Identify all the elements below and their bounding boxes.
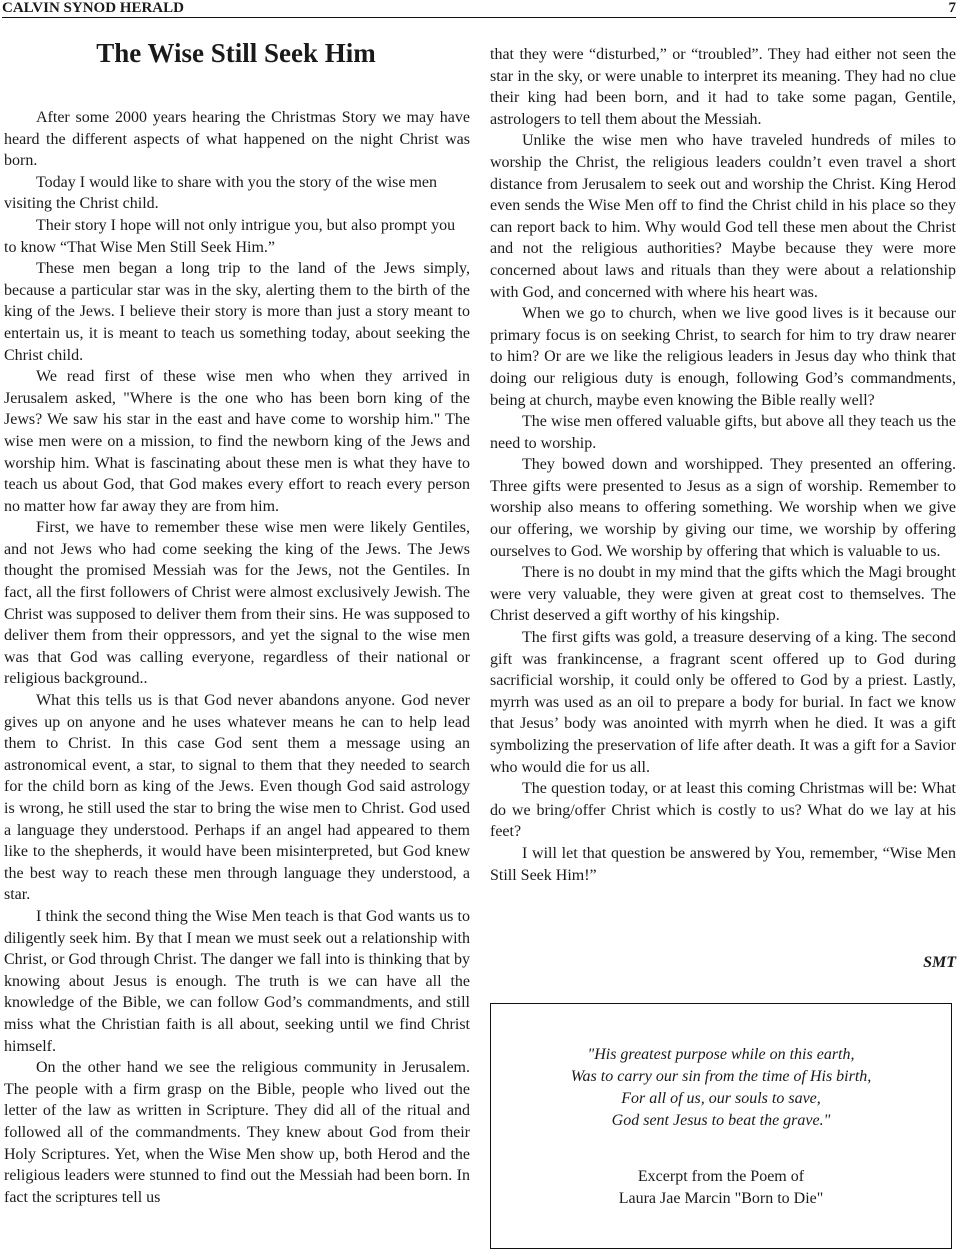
right-column	[490, 44, 956, 886]
credit-line: Laura Jae Marcin "Born to Die"	[618, 1190, 824, 1207]
page-header	[2, 0, 956, 18]
poem-line: God sent Jesus to beat the grave."	[611, 1112, 831, 1129]
page-number: 7	[948, 0, 956, 16]
paragraph: First, we have to remember these wise men were likely Gentiles, and not Jews who had come seeking the king of the Jews. The Jews thought the promised Messiah was for the Jews, not the Gentiles. In fact, all the first followers of Christ were almost exclusively Jewish. The Christ was supposed to deliver them from their sins. He was supposed to deliver them from their oppressors, and yet the signal to the wise men was that God was calling everyone, regardless of their national or religious background..	[4, 519, 470, 688]
paragraph: When we go to church, when we live good lives is it because our primary focus is on seeking Christ, to search for him to try draw nearer to him? Or are we like the religious leaders in Jesus day who think that doing our religious duty is enough, following God’s commandments, being at church, maybe even knowing the Bible really well?	[490, 305, 956, 409]
paragraph: that they were “disturbed,” or “troubled”. They had either not seen the star in the sky, or were unable to interpret its meaning. They had no clue their king had been born, and it had to take some pagan, Gentile, astrologers to tell them about the Messiah.	[490, 46, 956, 128]
author-signature: SMT	[923, 954, 956, 971]
poem-box	[490, 1003, 952, 1249]
paragraph: I think the second thing the Wise Men teach is that God wants us to diligently seek him. By that I mean we must seek out a relationship with Christ, or God through Christ. The danger we fall into is thinking that by knowing about Jesus is enough. The truth is we can have all the knowledge of the Bible, we can follow God’s commandments, and still miss what the Christian faith is all about, seeking until we find Christ himself.	[4, 907, 470, 1055]
paragraph: They bowed down and worshipped. They presented an offering. Three gifts were presented to Jesus as a sign of worship. Remember to worship also means to offering something. We worship when we give our offering, we worship by giving our time, we worship by offering ourselves to God. We worship by offering that which is valuable to us.	[490, 456, 956, 560]
credit-line: Excerpt from the Poem of	[637, 1168, 805, 1185]
article-title: The Wise Still Seek Him	[96, 38, 376, 68]
publication-name: CALVIN SYNOD HERALD	[2, 0, 184, 16]
poem-line: For all of us, our souls to save,	[621, 1090, 821, 1107]
paragraph: What this tells us is that God never abandons anyone. God never gives up on anyone and he uses whatever means he can to help lead them to Christ. In this case God sent them a message using an astronomical event, a star, to signal to them that they needed to search for the child born as king of the Jews. Even though God said astrology is wrong, he still used the star to bring the wise men to Christ. God used a language they understood. Perhaps if an angel had appeared to them like to the shepherds, it would have been misinterpreted, but God knew the best way to reach these men through language they understood, a star.	[4, 692, 470, 904]
paragraph: Unlike the wise men who have traveled hundreds of miles to worship the Christ, the religious leaders couldn’t even travel a short distance from Jerusalem to seek out and worship the Christ. King Herod even sends the Wise Men off to find the Christ child in his place so they can report back to him. Why would God tell these men about the Christ and not the religious authorities? Maybe because they were more concerned about laws and rituals than they were about a relationship with God, and concerned with where his heart was.	[490, 132, 956, 301]
paragraph: I will let that question be answered by You, remember, “Wise Men Still Seek Him!”	[490, 844, 956, 884]
poem-line: Was to carry our sin from the time of His birth,	[570, 1068, 872, 1085]
poem-excerpt	[491, 1044, 951, 1132]
left-column	[4, 107, 470, 1208]
paragraph: The wise men offered valuable gifts, but above all they teach us the need to worship.	[490, 413, 956, 452]
paragraph: The question today, or at least this coming Christmas will be: What do we bring/offer Christ which is costly to us? What do we lay at his feet?	[490, 780, 956, 841]
paragraph: These men began a long trip to the land of the Jews simply, because a particular star was in the sky, alerting them to the birth of the king of the Jews. I believe their story is more than just a story meant to entertain us, it is meant to teach us something today, about seeking the Christ child.	[4, 260, 470, 364]
poem-credit	[491, 1166, 951, 1210]
paragraph: Their story I hope will not only intrigue you, but also prompt you to know “That Wise Men Still Seek Him.”	[4, 216, 456, 256]
paragraph: The first gifts was gold, a treasure deserving of a king. The second gift was frankincense, a fragrant scent offered up to God during sacrificial worship, it could only be offered to God by a priest. Lastly, myrrh was used as an oil to prepare a body for burial. In fact we know that Jesus’ body was anointed with myrrh when he died. It was a gift symbolizing the preservation of life after death. It was a gift for a Savior who would die for us all.	[490, 629, 956, 776]
poem-line: "His greatest purpose while on this earth,	[587, 1046, 855, 1063]
paragraph: Today I would like to share with you the story of the wise men visiting the Christ child.	[4, 173, 438, 213]
paragraph: We read first of these wise men who when they arrived in Jerusalem asked, "Where is the one who has been born king of the Jews? We saw his star in the east and have come to worship him." The wise men were on a mission, to find the newborn king of the Jews and worship him. What is fascinating about these men is what they have to teach us about God, that God makes every effort to reach every person no matter how far away they are from him.	[4, 368, 470, 515]
paragraph: After some 2000 years hearing the Christmas Story we may have heard the different aspects of what happened on the night Christ was born.	[4, 109, 470, 170]
paragraph: On the other hand we see the religious community in Jerusalem. The people with a firm grasp on the Bible, people who lived out the letter of the law as written in Scripture. They did all of the ritual and followed all of the commandments. They knew about God from their Holy Scriptures. Yet, when the Wise Men show up, both Herod and the religious leaders were stunned to find out the Messiah had been born. In fact the scriptures tell us	[4, 1059, 470, 1206]
paragraph: There is no doubt in my mind that the gifts which the Magi brought were very valuable, they were given at great cost to themselves. The Christ deserved a gift worthy of his kingship.	[490, 564, 956, 625]
